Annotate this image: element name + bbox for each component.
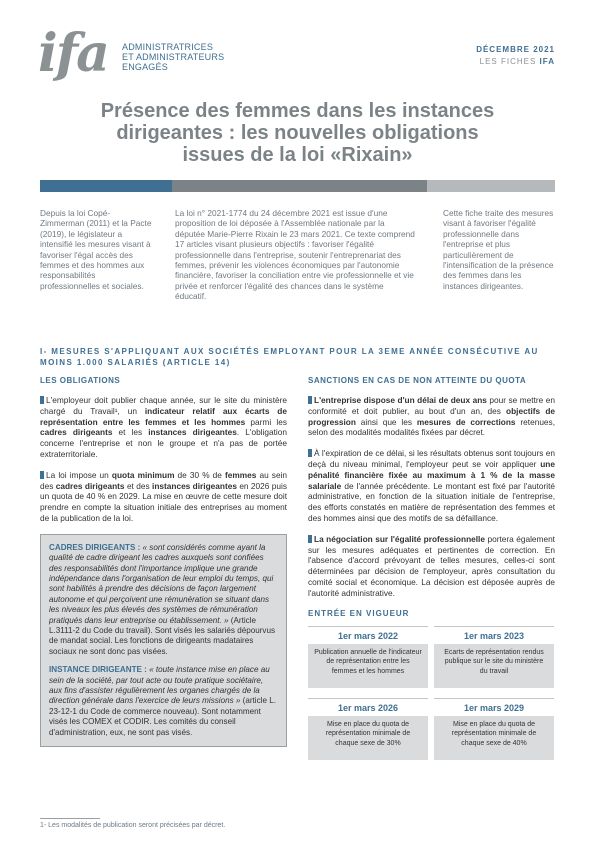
color-bar-dark-grey [172,180,427,192]
publication-date: DÉCEMBRE 2021 [476,45,555,54]
timeline-card [434,698,554,760]
intro-column-1: Depuis la loi Copé-Zimmerman (2011) et la Pacte (2019), le législateur a intensifié les mesures visant à favoriser l'égal accès des femmes et des hommes aux responsabilités professionnelles et sociales. [40,208,152,291]
timeline-text: Mise en place du quota de représentation minimale de chaque sexe de 40% [451,720,537,747]
text: en 2026 puis un quota de 40 % en 2029. La mise en œuvre de cette mesure doit prendre en compte la situation initiale des entreprises au moment de la publication de la loi. [40,480,287,523]
sanction-paragraph-2 [308,448,555,524]
sanctions-column [308,376,555,760]
logo-tagline [122,42,224,72]
text: . L'obligation concerne l'entreprise et non le groupe et n'a pas de portée extraterritoriale. [40,427,287,459]
text-bold: instances dirigeantes [148,427,237,438]
obligation-paragraph-1 [40,395,287,460]
obligations-heading: LES OBLIGATIONS [40,376,121,385]
sanctions-heading: SANCTIONS EN CAS DE NON ATTEINTE DU QUOTA [308,376,527,385]
text: La loi impose un [46,469,112,480]
definition-instance-dirigeante [49,665,278,738]
intro-column-2: La loi n° 2021-1774 du 24 décembre 2021 est issue d'une proposition de loi déposée à l'Assemblée nationale par la députée Marie-Pierre Rixain le 23 mars 2021. Ce texte comprend 17 articles visant plusieurs objectifs : favoriser l'égalité professionnelle dans l'entreprise, soutenir l'entreprenariat des femmes, prévenir les violences économiques par l'autonomie financière, favoriser la conciliation entre vie professionnelle et vie privée et renforcer l'égalité des chances dans le système éducatif. [175,208,415,302]
timeline-date: 1er mars 2026 [308,698,428,716]
text-bold: une pénalité financière fixée au maximum à 1 % de la masse salariale [308,458,555,491]
sanction-paragraph-3 [308,534,555,599]
text: À l'expiration de ce délai, si les résultats obtenus sont toujours en deçà du niveau minimal, l'employeur peut se voir appliquer [308,448,555,469]
timeline-text: Mise en place du quota de représentation minimale de chaque sexe de 30% [325,720,411,747]
text-bold: L'entreprise dispose d'un délai de deux ans [314,395,487,405]
obligation-paragraph-2 [40,470,287,524]
logo-line-1: ADMINISTRATRICES [122,42,214,52]
definition-quote: « toute instance mise en place au sein de la société, par tout acte ou toute pratique sociétaire, aux fins d'assister régulièrement les organes chargés de la direction générale dans l'exercice de leurs missions » [49,665,270,706]
section-heading: I- MESURES S'APPLIQUANT AUX SOCIÉTÉS EMPLOYANT POUR LA 3EME ANNÉE CONSÉCUTIVE AU MOINS 1.000 SALARIÉS (ARTICLE 14) [40,347,539,367]
series-brand: IFA [539,57,555,66]
title-line-1: Présence des femmes dans les instances [100,100,495,122]
text: de 30 % de [174,469,225,480]
page-title [40,100,555,166]
text: pour se mettre en conformité et doit publier, au bout d'un an, des [308,395,555,416]
timeline-date: 1er mars 2023 [434,626,554,644]
timeline-text: Publication annuelle de l'indicateur de représentation entre les femmes et les hommes [314,648,422,675]
color-bar-light-grey [427,180,555,192]
text: au sein des [40,469,288,491]
obligations-column [40,376,287,747]
series-prefix: LES FICHES [479,57,540,66]
timeline-card [308,626,428,688]
text-bold: femmes [225,469,257,480]
intro-column-3: Cette fiche traite des mesures visant à favoriser l'égalité professionnelle dans l'entreprise et plus particulièrement de l'intensification de la présence des femmes dans les instances dirigeantes. [443,208,554,291]
text: ainsi que les [355,416,417,427]
bullet-marker [308,535,312,543]
text-bold: quota minimum [111,469,175,480]
logo-mark: ifa [38,23,108,84]
timeline-card [434,626,554,688]
logo-line-3: ENGAGÉS [122,62,168,72]
entree-en-vigueur-timeline [308,626,555,760]
text-bold: instances dirigeantes [152,480,237,491]
text-bold: indicateur relatif aux écarts de représentation entre les femmes et les hommes [40,405,287,427]
decorative-color-bar [40,180,555,192]
text: et des [124,480,153,491]
series-label [476,56,555,68]
footnote-divider [40,818,100,819]
timeline-date: 1er mars 2029 [434,698,554,716]
timeline-date: 1er mars 2022 [308,626,428,644]
definition-term: CADRES DIRIGEANTS : [49,542,141,552]
bullet-marker [40,396,44,404]
definition-cadres-dirigeants [49,543,278,657]
text-bold: cadres dirigeants [40,427,113,438]
footnote: 1- Les modalités de publication seront précisées par décret. [40,822,226,829]
entree-en-vigueur-heading: ENTRÉE EN VIGUEUR [308,608,410,618]
logo-line-2: ET ADMINISTRATEURS [122,52,225,62]
definition-text: (article L. 23-12-1 du Code de commerce nouveau). Sont notamment visés les COMEX et CODIR. Les comités du conseil d'administration, eux, ne sont pas visés. [49,696,276,737]
title-line-2: dirigeantes : les nouvelles obligations [116,122,479,144]
text-bold: cadres dirigeants [55,480,125,491]
text-bold: objectifs de progression [308,405,555,427]
definition-quote: « sont considérés comme ayant la qualité de cadre dirigeant les cadres auxquels sont confiées des responsabilités dont l'importance implique une grande indépendance dans l'organisation de leur emploi du temps, qui sont habilités à prendre des décisions de façon largement autonome et qui perçoivent une rémunération se situant dans les niveaux les plus élevés des systèmes de rémunération pratiqués dans leur entreprise ou établissement. » [49,542,274,625]
definition-term: INSTANCE DIRIGEANTE : [49,665,147,675]
header-meta [476,44,555,68]
text: portera également sur les mesures adéquates et pertinentes de correction. En l'absence d'accord prévoyant de telles mesures, celles-ci sont déterminées par décision de l'employeur, après consultation du comité social et économique. La décision est déposée auprès de l'autorité administrative. [308,533,555,598]
text: de l'année précédente. Le montant est fixé par l'autorité administrative, en fonction de la situation initiale de l'entreprise, des efforts constatés en matière de représentation des femmes et des hommes ainsi que des motifs de sa défaillance. [308,480,555,523]
text: parmi les [245,416,287,427]
text: retenues, selon des modalités modalités fixées par décret. [308,416,556,438]
bullet-marker [308,396,312,404]
timeline-text: Ecarts de représentation rendus publique sur le site du ministère du travail [444,648,544,675]
timeline-card [308,698,428,760]
sanction-paragraph-1 [308,395,555,438]
definition-text: (Article L.3111-2 du Code du travail). Sont visés les salariés dépourvus de mandat social. Les fonctions de dirigeants madataires sociaux ne sont donc pas visées. [49,615,275,656]
text-bold: mesures de corrections [416,416,516,427]
bullet-marker [40,471,44,479]
bullet-marker [308,449,312,457]
definitions-box [40,534,287,747]
text: et les [112,427,149,438]
text: L'employeur doit publier chaque année, sur le site du ministère chargé du Travail¹, un [40,395,287,416]
color-bar-blue [40,180,172,192]
ifa-logo [38,23,225,88]
text-bold: La négociation sur l'égalité professionnelle [314,533,485,544]
title-line-3: issues de la loi «Rixain» [182,144,413,166]
